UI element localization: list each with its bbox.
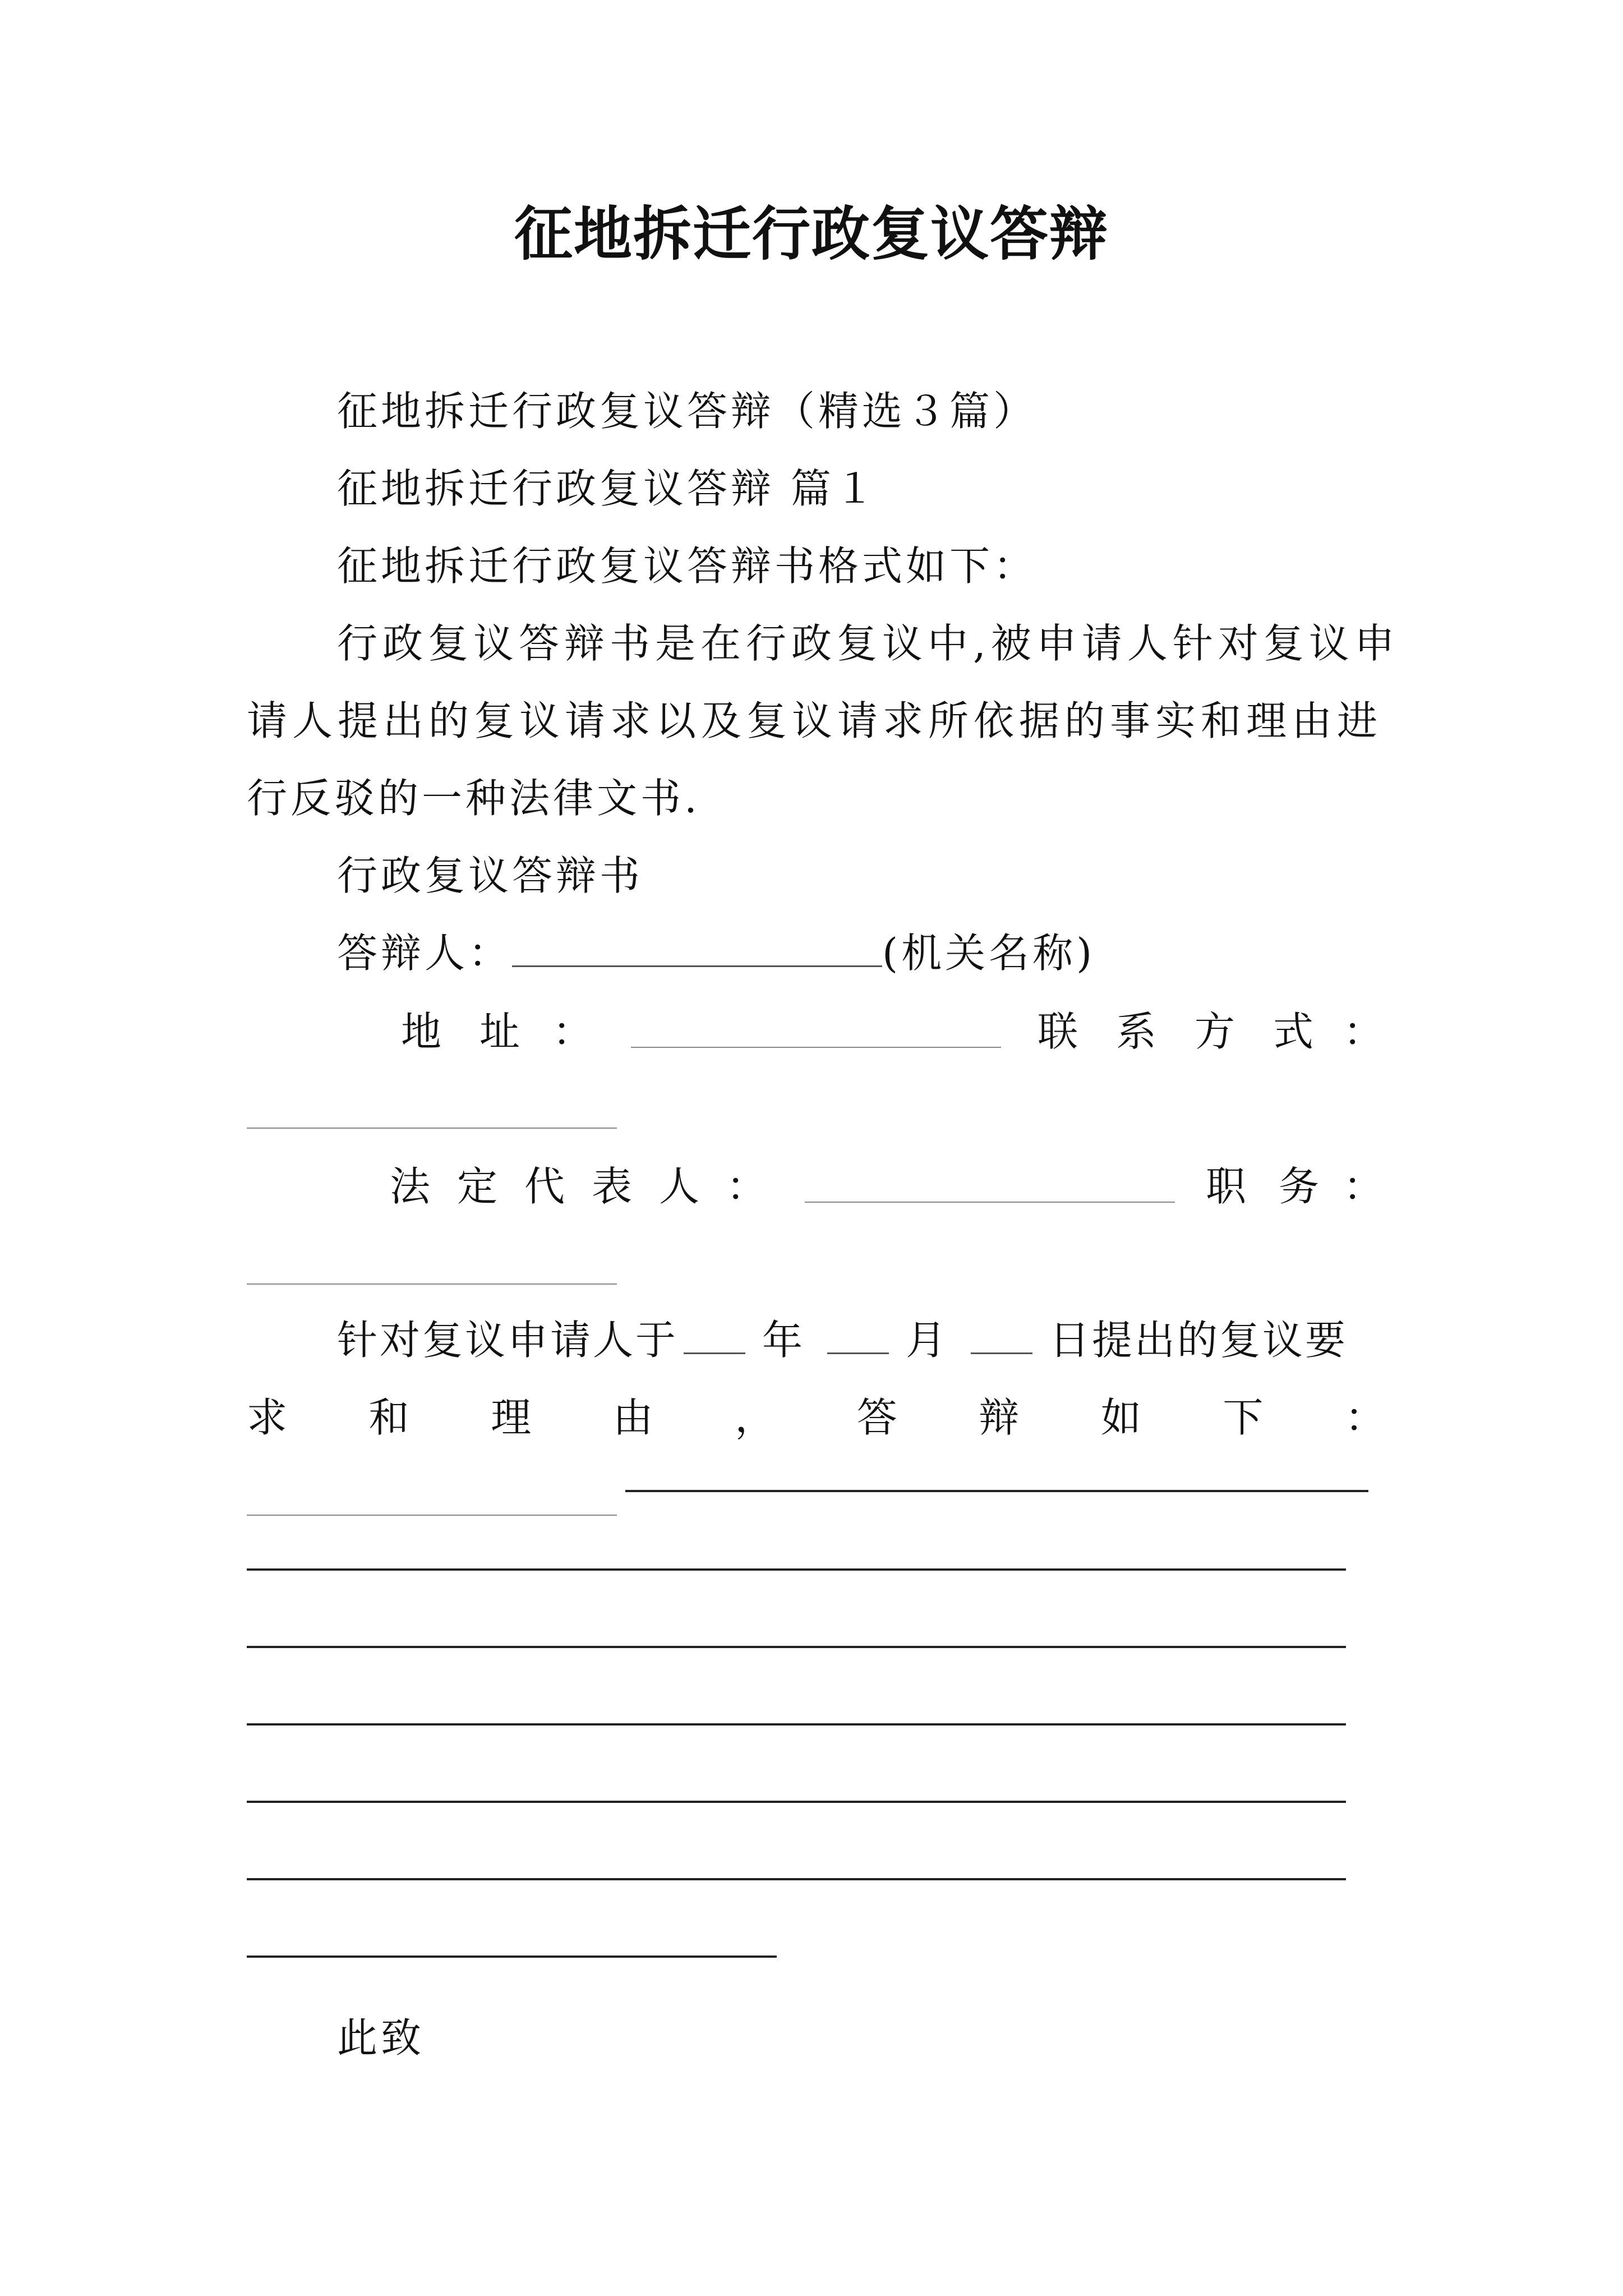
legal-rep-blank[interactable]: [805, 1202, 1175, 1203]
answer-line-4[interactable]: [247, 1723, 1346, 1726]
reason-char-6: 答: [856, 1394, 897, 1441]
contact-blank[interactable]: [247, 1128, 617, 1129]
address-label-colon: ：: [552, 1008, 593, 1055]
legal-rep-label-colon: ：: [726, 1163, 767, 1210]
definition-line-2: 请人提出的复议请求以及复议请求所依据的事实和理由进: [247, 697, 1383, 744]
answer-line-2[interactable]: [247, 1568, 1346, 1571]
definition-line-3: 行反驳的一种法律文书.: [247, 775, 700, 822]
respondent-row: [337, 929, 1095, 977]
closing: 此致: [337, 2014, 425, 2062]
month-label: 月: [906, 1317, 949, 1364]
reason-char-4: 由: [612, 1394, 653, 1441]
answer-line-short-gray[interactable]: [247, 1515, 617, 1516]
intro-paragraph: 征地拆迁行政复议答辩书格式如下：: [337, 542, 1038, 590]
month-blank[interactable]: [827, 1319, 889, 1354]
reason-char-3: 理: [491, 1394, 532, 1441]
day-label: 日提出的复议要: [1049, 1317, 1348, 1364]
legal-rep-label-char-4: 表: [592, 1163, 633, 1210]
reason-char-5: ，: [735, 1394, 776, 1441]
address-label-char-1: 地: [401, 1008, 442, 1055]
answer-line-5[interactable]: [247, 1801, 1346, 1803]
answer-line-6[interactable]: [247, 1878, 1346, 1880]
section-heading: 征地拆迁行政复议答辩 篇１: [337, 465, 878, 512]
response-date-row: [337, 1316, 1348, 1364]
reason-line: [247, 1393, 1385, 1442]
subtitle: 征地拆迁行政复议答辩（精选３篇）: [337, 388, 1038, 435]
address-blank[interactable]: [631, 1047, 1001, 1048]
year-label: 年: [762, 1317, 805, 1364]
form-title: 行政复议答辩书: [337, 852, 644, 899]
reason-char-8: 如: [1100, 1394, 1141, 1441]
position-label-char-1: 职: [1206, 1163, 1247, 1210]
position-label-colon: ：: [1343, 1163, 1384, 1210]
position-blank[interactable]: [247, 1283, 617, 1285]
contact-label-char-4: 式: [1273, 1008, 1314, 1055]
contact-label-char-2: 系: [1116, 1008, 1157, 1055]
reason-char-10: ：: [1344, 1394, 1385, 1441]
answer-line-3[interactable]: [247, 1646, 1346, 1648]
day-blank[interactable]: [971, 1319, 1032, 1354]
response-prefix: 针对复议申请人于: [337, 1317, 679, 1364]
legal-rep-label-char-2: 定: [457, 1163, 498, 1210]
contact-label-colon: ：: [1343, 1008, 1384, 1055]
answer-line-7[interactable]: [247, 1955, 777, 1958]
contact-label-char-1: 联: [1038, 1008, 1078, 1055]
position-label-char-2: 务: [1279, 1163, 1320, 1210]
answer-line-1[interactable]: [625, 1490, 1368, 1492]
year-blank[interactable]: [684, 1319, 745, 1354]
reason-char-7: 辩: [979, 1394, 1020, 1441]
reason-char-2: 和: [368, 1394, 409, 1441]
reason-char-9: 下: [1223, 1394, 1264, 1441]
respondent-suffix: (机关名称): [882, 930, 1096, 977]
legal-rep-label-char-5: 人: [659, 1163, 700, 1210]
document-title: 征地拆迁行政复议答辩: [514, 199, 1109, 268]
legal-rep-label-char-3: 代: [524, 1163, 565, 1210]
respondent-label: 答辩人：: [337, 930, 513, 977]
contact-label-char-3: 方: [1195, 1008, 1235, 1055]
legal-rep-label-char-1: 法: [390, 1163, 431, 1210]
address-label-char-2: 址: [479, 1008, 520, 1055]
definition-line-1: 行政复议答辩书是在行政复议中,被申请人针对复议申: [337, 620, 1400, 667]
respondent-name-blank[interactable]: [512, 932, 882, 967]
reason-char-1: 求: [247, 1394, 288, 1441]
